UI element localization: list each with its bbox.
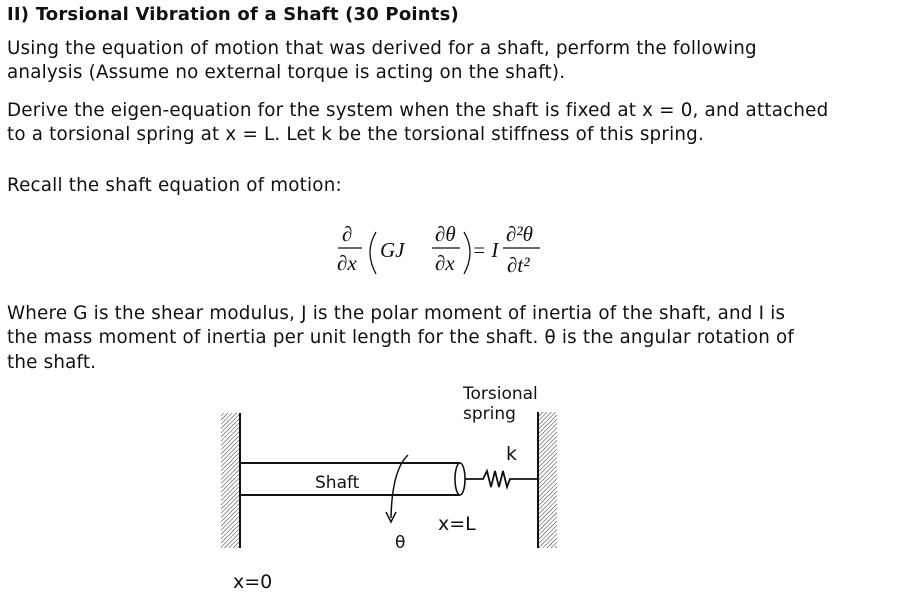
x-0-label: x=0: [233, 571, 273, 593]
eq-d-num: ∂: [342, 222, 353, 246]
stiffness-label: k: [506, 443, 518, 465]
rotation-arrow: [391, 455, 408, 518]
eq-d2theta-den: ∂t²: [507, 253, 530, 277]
spring-label: spring: [463, 404, 516, 424]
where-line: the mass moment of inertia per unit length for the shaft. θ is the angular rotation of: [7, 327, 795, 348]
eq-gj: GJ: [380, 238, 405, 262]
shaft-label: Shaft: [315, 473, 360, 493]
eq-rhs: = I: [472, 238, 499, 262]
task-line: Derive the eigen-equation for the system when the shaft is fixed at x = 0, and attached: [7, 100, 829, 121]
intro-line: analysis (Assume no external torque is acting on the shaft).: [7, 62, 566, 83]
left-paren: [370, 232, 376, 274]
eq-d-den: ∂x: [337, 251, 357, 275]
right-wall: [538, 412, 557, 548]
equation-of-motion: [337, 222, 540, 277]
recall-text: Recall the shaft equation of motion:: [7, 175, 342, 196]
eq-d2theta-num: ∂²θ: [506, 222, 533, 246]
spring-label: Torsional: [463, 384, 538, 404]
torsional-spring: [465, 471, 538, 487]
problem-title: II) Torsional Vibration of a Shaft (30 Points): [7, 4, 459, 25]
right-paren: [464, 232, 470, 274]
theta-label: θ: [395, 533, 406, 553]
x-l-label: x=L: [438, 513, 476, 535]
where-line: Where G is the shear modulus, J is the polar moment of inertia of the shaft, and I is: [7, 303, 786, 324]
intro-line: Using the equation of motion that was derived for a shaft, perform the following: [7, 38, 757, 59]
left-wall: [221, 413, 240, 548]
where-line: the shaft.: [7, 352, 97, 373]
shaft-diagram: [221, 384, 557, 593]
eq-dtheta-den: ∂x: [435, 251, 455, 275]
task-line: to a torsional spring at x = L. Let k be the torsional stiffness of this spring.: [7, 124, 704, 145]
eq-dtheta-num: ∂θ: [435, 222, 456, 246]
